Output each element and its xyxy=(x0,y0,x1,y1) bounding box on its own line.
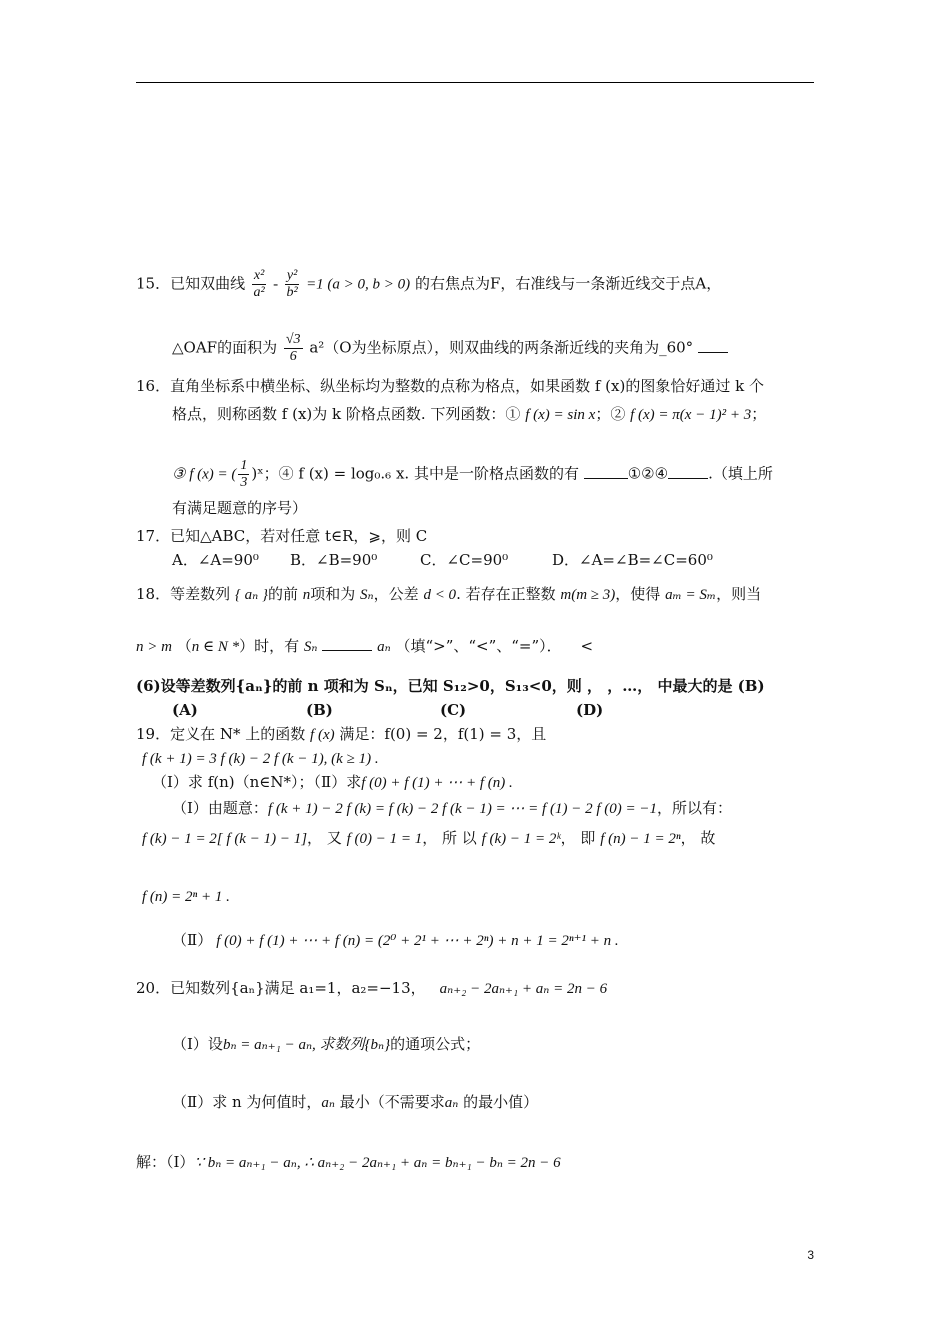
fraction-x: $\frac{\text{x²}}{\text{a²}}$ xyxy=(253,268,265,300)
fraction-area: $\frac{√3}{6}$ xyxy=(285,332,301,364)
q20-line2: （Ⅰ）设bₙ = aₙ₊₁ − aₙ, 求数列{bₙ}的通项公式； xyxy=(172,1035,481,1053)
q16-line3: ③ f (x) = ( $\frac{1}{3}$ )ˣ；④ f (x) = log₀.₆ x. 其中是一阶格点函数的有 ①②④ .（填上所 xyxy=(172,458,773,490)
q17-line1: 17．已知△ABC，若对任意 t∈R，⩾，则 C xyxy=(136,527,428,545)
q19-line5: f (k) − 1 = 2[ f (k − 1) − 1]， 又 f (0) − 1 = 1， 所 以 f (k) − 1 = 2ᵏ， 即 f (n) − 1 = 2ⁿ， 故 xyxy=(142,829,716,847)
header-rule xyxy=(136,82,814,83)
q17-option-c: C．∠C=90⁰ xyxy=(420,551,509,569)
q17-option-d: D．∠A=∠B=∠C=60⁰ xyxy=(552,551,713,569)
q16-line4: 有满足题意的序号） xyxy=(172,499,308,517)
q16-line1: 16．直角坐标系中横坐标、纵坐标均为整数的点称为格点，如果函数 f (x)的图象恰好通过 k 个 xyxy=(136,377,764,395)
q20-solution: 解：（Ⅰ）∵ bₙ = aₙ₊₁ − aₙ, ∴ aₙ₊₂ − 2aₙ₊₁ + aₙ = bₙ₊₁ − bₙ = 2n − 6 xyxy=(136,1153,561,1171)
q6-option-d: (D) xyxy=(576,701,604,719)
q6-line1: (6)设等差数列{aₙ}的前 n 项和为 Sₙ，已知 S₁₂>0，S₁₃<0，则 ， ，…， 中最大的是 (B) xyxy=(136,677,765,695)
q15-line2: △OAF的面积为 $\frac{√3}{6}$ a²（O为坐标原点），则双曲线的两条渐近线的夹角为_60° xyxy=(172,332,728,365)
q6-option-c: (C) xyxy=(440,701,467,719)
q17-option-b: B．∠B=90⁰ xyxy=(290,551,378,569)
fraction-y: $\frac{\text{y²}}{\text{b²}}$ xyxy=(286,268,298,300)
q19-line1: 19．定义在 N* 上的函数 f (x) 满足：f(0) = 2，f(1) = 3，且 xyxy=(136,725,547,743)
q17-option-a: A．∠A=90⁰ xyxy=(172,551,259,569)
q6-option-a: (A) xyxy=(172,701,198,719)
q15-line1: 15．已知双曲线 $\frac{\text{x²}}{\text{a²}}$ - $\frac{\text{y²}}{\text{b²}}$ =1 (a > 0, b > 0) 的右焦点为F，右准线与一条渐近线交于点A， xyxy=(136,268,722,300)
q19-line7: （Ⅱ） f (0) + f (1) + ⋯ + f (n) = (2⁰ + 2¹ + ⋯ + 2ⁿ) + n + 1 = 2ⁿ⁺¹ + n . xyxy=(172,931,619,949)
q18-line1: 18．等差数列 { aₙ }的前 n项和为 Sₙ，公差 d < 0. 若存在正整数 m(m ≥ 3)，使得 aₘ = Sₘ，则当 xyxy=(136,585,762,603)
q19-line2: f (k + 1) = 3 f (k) − 2 f (k − 1), (k ≥ 1) . xyxy=(142,751,379,767)
q6-option-b: (B) xyxy=(306,701,333,719)
q19-line4: （Ⅰ）由题意：f (k + 1) − 2 f (k) = f (k) − 2 f (k − 1) = ⋯ = f (1) − 2 f (0) = −1，所以有： xyxy=(172,799,733,817)
fraction-third: $\frac{1}{3}$ xyxy=(240,458,248,490)
q20-line3: （Ⅱ）求 n 为何值时，aₙ 最小（不需要求aₙ 的最小值） xyxy=(172,1093,539,1111)
q20-line1: 20．已知数列{aₙ}满足 a₁=1，a₂=−13， aₙ₊₂ − 2aₙ₊₁ + aₙ = 2n − 6 xyxy=(136,979,608,997)
q19-line3: （Ⅰ）求 f(n)（n∈N*）；（Ⅱ）求f (0) + f (1) + ⋯ + f (n) . xyxy=(152,773,513,791)
q18-line2: n > m （n ∈ N *）时，有 Sₙ aₙ （填“>”、“<”、“=”）． < xyxy=(136,637,594,655)
page-number: 3 xyxy=(807,1248,814,1262)
q16-line2: 格点，则称函数 f (x)为 k 阶格点函数. 下列函数：① f (x) = sin x；② f (x) = π(x − 1)² + 3； xyxy=(172,405,767,423)
q19-line6: f (n) = 2ⁿ + 1 . xyxy=(142,889,230,905)
